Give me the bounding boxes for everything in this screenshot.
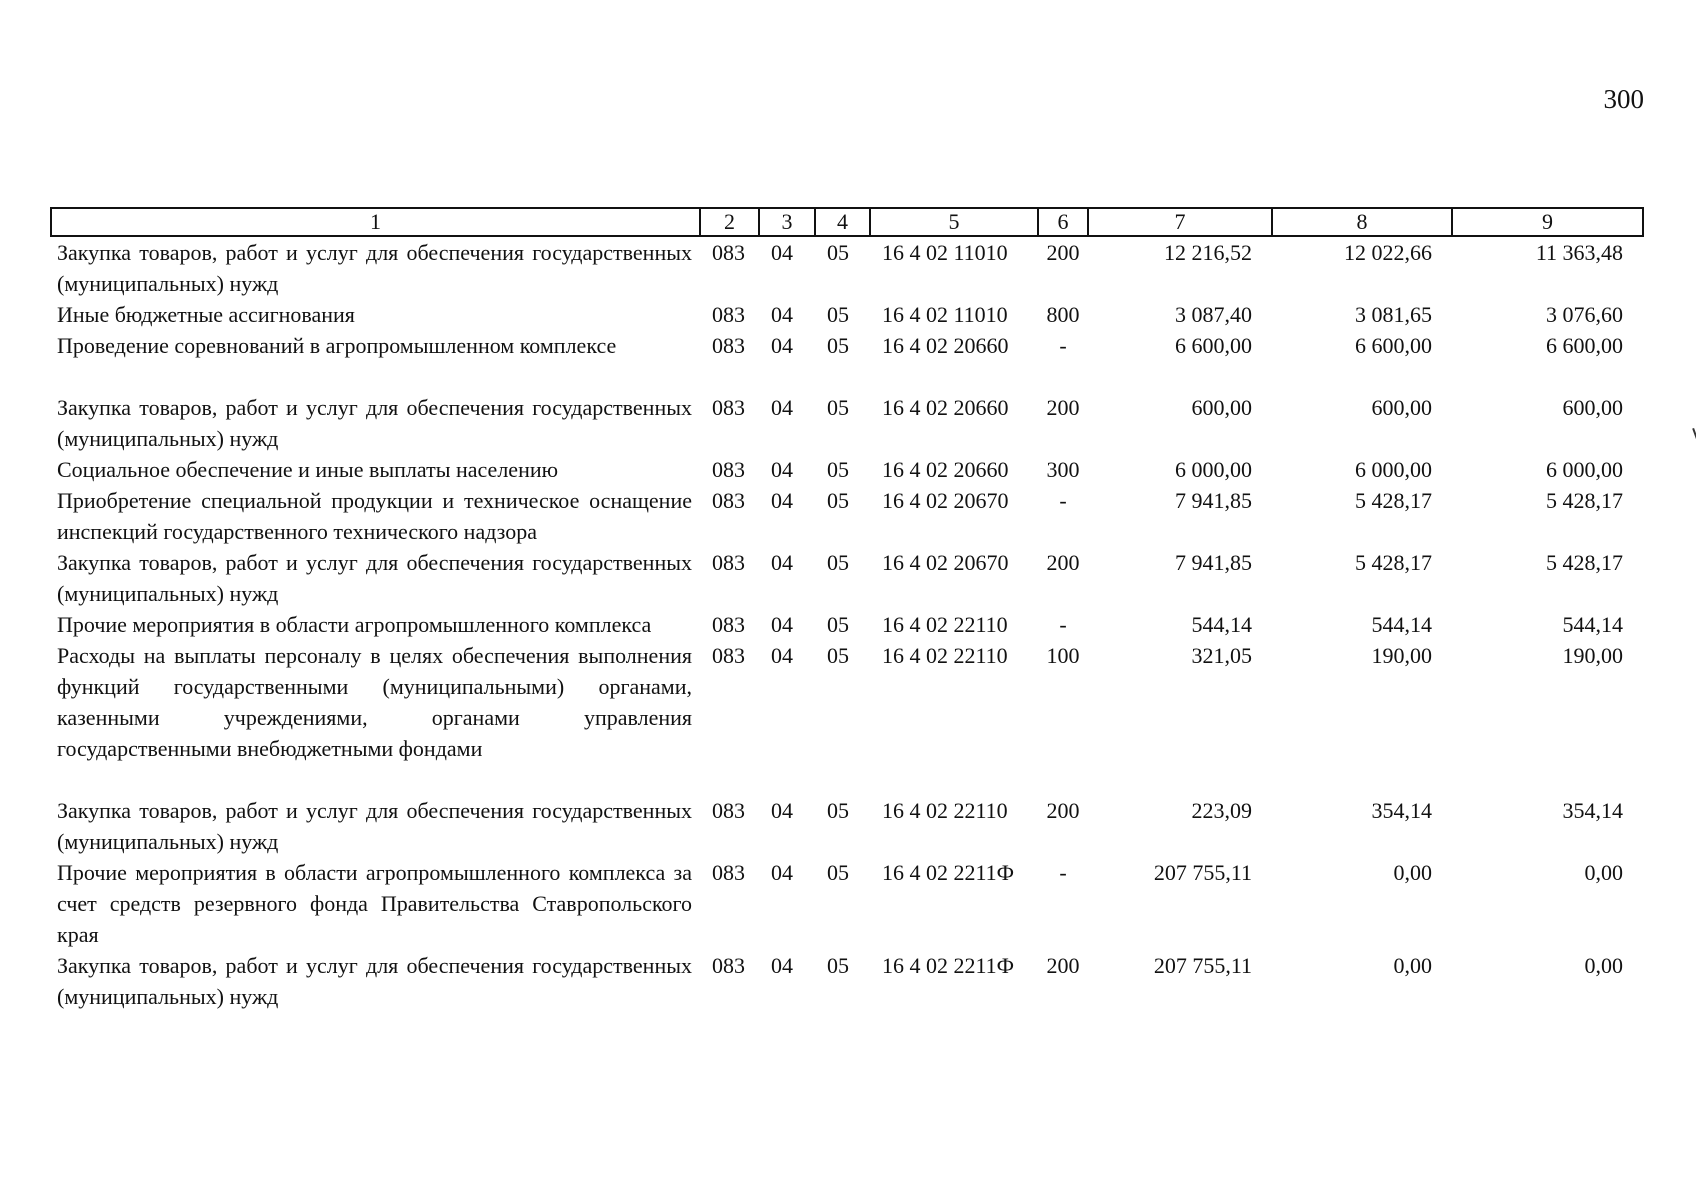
table-row bbox=[51, 547, 1643, 609]
column-header: 8 bbox=[1272, 208, 1452, 236]
section-code: 04 bbox=[771, 240, 793, 265]
expense-type-code: - bbox=[1059, 488, 1067, 513]
amount-col8: 5 428,17 bbox=[1355, 550, 1432, 575]
department-code: 083 bbox=[712, 643, 745, 668]
subsection-code: 05 bbox=[827, 612, 849, 637]
amount-col9: 0,00 bbox=[1584, 953, 1623, 978]
page-number: 300 bbox=[1603, 84, 1644, 114]
column-header: 7 bbox=[1088, 208, 1272, 236]
amount-col7: 207 755,11 bbox=[1153, 860, 1252, 885]
expense-name: Проведение соревнований в агропромышленном комплексе bbox=[57, 333, 617, 358]
expense-type-code: 200 bbox=[1046, 395, 1080, 420]
expense-name: Закупка товаров, работ и услуг для обеспечения государственных (муниципальных) нужд bbox=[57, 953, 692, 1009]
expense-name: Приобретение специальной продукции и техническое оснащение инспекций государственного технического надзора bbox=[57, 488, 692, 544]
section-code: 04 bbox=[771, 333, 793, 358]
amount-col7: 207 755,11 bbox=[1153, 953, 1252, 978]
amount-col7: 6 000,00 bbox=[1175, 457, 1252, 482]
subsection-code: 05 bbox=[827, 457, 849, 482]
target-article-code: 16 4 02 11010 bbox=[882, 302, 1008, 327]
expense-name: Закупка товаров, работ и услуг для обеспечения государственных (муниципальных) нужд bbox=[57, 798, 692, 854]
subsection-code: 05 bbox=[827, 395, 849, 420]
target-article-code: 16 4 02 20660 bbox=[882, 395, 1009, 420]
column-header: 6 bbox=[1038, 208, 1088, 236]
section-code: 04 bbox=[771, 643, 793, 668]
column-header: 1 bbox=[51, 208, 700, 236]
expense-name: Прочие мероприятия в области агропромышленного комплекса за счет средств резервного фонда Правительства Ставропольского края bbox=[57, 860, 692, 947]
amount-col7: 7 941,85 bbox=[1175, 488, 1252, 513]
expense-type-code: - bbox=[1059, 612, 1067, 637]
target-article-code: 16 4 02 20670 bbox=[882, 488, 1009, 513]
expense-type-code: 800 bbox=[1046, 302, 1080, 327]
subsection-code: 05 bbox=[827, 333, 849, 358]
subsection-code: 05 bbox=[827, 488, 849, 513]
amount-col7: 7 941,85 bbox=[1175, 550, 1252, 575]
column-number-header-row bbox=[51, 208, 1643, 236]
column-header: 4 bbox=[815, 208, 870, 236]
budget-table bbox=[50, 207, 1644, 1012]
amount-col8: 6 000,00 bbox=[1355, 457, 1432, 482]
department-code: 083 bbox=[712, 488, 745, 513]
amount-col9: 5 428,17 bbox=[1546, 488, 1623, 513]
department-code: 083 bbox=[712, 240, 745, 265]
section-code: 04 bbox=[771, 612, 793, 637]
subsection-code: 05 bbox=[827, 860, 849, 885]
subsection-code: 05 bbox=[827, 302, 849, 327]
amount-col8: 6 600,00 bbox=[1355, 333, 1432, 358]
subsection-code: 05 bbox=[827, 953, 849, 978]
amount-col9: 11 363,48 bbox=[1535, 240, 1623, 265]
target-article-code: 16 4 02 22110 bbox=[882, 612, 1008, 637]
target-article-code: 16 4 02 20670 bbox=[882, 550, 1009, 575]
expense-type-code: 200 bbox=[1046, 550, 1080, 575]
table-row bbox=[51, 392, 1643, 454]
amount-col8: 190,00 bbox=[1371, 643, 1432, 668]
amount-col8: 3 081,65 bbox=[1355, 302, 1432, 327]
scan-edge-mark bbox=[1692, 428, 1696, 439]
expense-type-code: 200 bbox=[1046, 798, 1080, 823]
amount-col9: 5 428,17 bbox=[1546, 550, 1623, 575]
table-row bbox=[51, 640, 1643, 795]
amount-col7: 3 087,40 bbox=[1175, 302, 1252, 327]
subsection-code: 05 bbox=[827, 240, 849, 265]
table-row bbox=[51, 454, 1643, 485]
expense-name: Расходы на выплаты персоналу в целях обеспечения выполнения функций государственными (муниципальными) органами, казенными учреждениями, органами управления государственными внебюджетными фондами bbox=[57, 643, 692, 761]
amount-col7: 12 216,52 bbox=[1164, 240, 1252, 265]
amount-col9: 6 600,00 bbox=[1546, 333, 1623, 358]
expense-type-code: 100 bbox=[1046, 643, 1080, 668]
department-code: 083 bbox=[712, 953, 745, 978]
expense-name: Иные бюджетные ассигнования bbox=[57, 302, 355, 327]
column-header: 3 bbox=[759, 208, 815, 236]
amount-col8: 5 428,17 bbox=[1355, 488, 1432, 513]
target-article-code: 16 4 02 22110 bbox=[882, 643, 1008, 668]
target-article-code: 16 4 02 2211Ф bbox=[882, 953, 1015, 978]
expense-name: Закупка товаров, работ и услуг для обеспечения государственных (муниципальных) нужд bbox=[57, 240, 692, 296]
table-row bbox=[51, 485, 1643, 547]
expense-type-code: - bbox=[1059, 333, 1067, 358]
amount-col8: 0,00 bbox=[1393, 860, 1432, 885]
expense-type-code: 200 bbox=[1046, 240, 1080, 265]
table-row bbox=[51, 236, 1643, 299]
expense-name: Закупка товаров, работ и услуг для обеспечения государственных (муниципальных) нужд bbox=[57, 395, 692, 451]
amount-col7: 6 600,00 bbox=[1175, 333, 1252, 358]
subsection-code: 05 bbox=[827, 798, 849, 823]
amount-col9: 6 000,00 bbox=[1546, 457, 1623, 482]
amount-col7: 321,05 bbox=[1191, 643, 1252, 668]
department-code: 083 bbox=[712, 798, 745, 823]
amount-col9: 3 076,60 bbox=[1546, 302, 1623, 327]
expense-name: Прочие мероприятия в области агропромышленного комплекса bbox=[57, 612, 652, 637]
amount-col9: 600,00 bbox=[1562, 395, 1623, 420]
amount-col9: 190,00 bbox=[1562, 643, 1623, 668]
amount-col8: 354,14 bbox=[1371, 798, 1432, 823]
department-code: 083 bbox=[712, 333, 745, 358]
target-article-code: 16 4 02 20660 bbox=[882, 457, 1009, 482]
column-header: 2 bbox=[700, 208, 759, 236]
target-article-code: 16 4 02 20660 bbox=[882, 333, 1009, 358]
subsection-code: 05 bbox=[827, 643, 849, 668]
table-row bbox=[51, 299, 1643, 330]
table-row bbox=[51, 330, 1643, 392]
amount-col8: 544,14 bbox=[1371, 612, 1432, 637]
amount-col9: 544,14 bbox=[1562, 612, 1623, 637]
section-code: 04 bbox=[771, 302, 793, 327]
expense-name: Закупка товаров, работ и услуг для обеспечения государственных (муниципальных) нужд bbox=[57, 550, 692, 606]
amount-col7: 600,00 bbox=[1191, 395, 1252, 420]
department-code: 083 bbox=[712, 612, 745, 637]
amount-col9: 0,00 bbox=[1584, 860, 1623, 885]
amount-col8: 600,00 bbox=[1371, 395, 1432, 420]
department-code: 083 bbox=[712, 302, 745, 327]
amount-col8: 0,00 bbox=[1393, 953, 1432, 978]
table-row bbox=[51, 795, 1643, 857]
section-code: 04 bbox=[771, 860, 793, 885]
amount-col7: 544,14 bbox=[1191, 612, 1252, 637]
target-article-code: 16 4 02 2211Ф bbox=[882, 860, 1015, 885]
department-code: 083 bbox=[712, 860, 745, 885]
expense-type-code: 300 bbox=[1046, 457, 1080, 482]
section-code: 04 bbox=[771, 798, 793, 823]
department-code: 083 bbox=[712, 550, 745, 575]
subsection-code: 05 bbox=[827, 550, 849, 575]
amount-col8: 12 022,66 bbox=[1344, 240, 1432, 265]
department-code: 083 bbox=[712, 395, 745, 420]
section-code: 04 bbox=[771, 953, 793, 978]
table-row bbox=[51, 857, 1643, 950]
expense-type-code: 200 bbox=[1046, 953, 1080, 978]
department-code: 083 bbox=[712, 457, 745, 482]
section-code: 04 bbox=[771, 395, 793, 420]
table-row bbox=[51, 609, 1643, 640]
section-code: 04 bbox=[771, 488, 793, 513]
target-article-code: 16 4 02 22110 bbox=[882, 798, 1008, 823]
table-row bbox=[51, 950, 1643, 1012]
target-article-code: 16 4 02 11010 bbox=[882, 240, 1008, 265]
amount-col9: 354,14 bbox=[1562, 798, 1623, 823]
section-code: 04 bbox=[771, 550, 793, 575]
column-header: 9 bbox=[1452, 208, 1643, 236]
expense-type-code: - bbox=[1059, 860, 1067, 885]
expense-name: Социальное обеспечение и иные выплаты населению bbox=[57, 457, 559, 482]
section-code: 04 bbox=[771, 457, 793, 482]
column-header: 5 bbox=[870, 208, 1038, 236]
amount-col7: 223,09 bbox=[1191, 798, 1252, 823]
